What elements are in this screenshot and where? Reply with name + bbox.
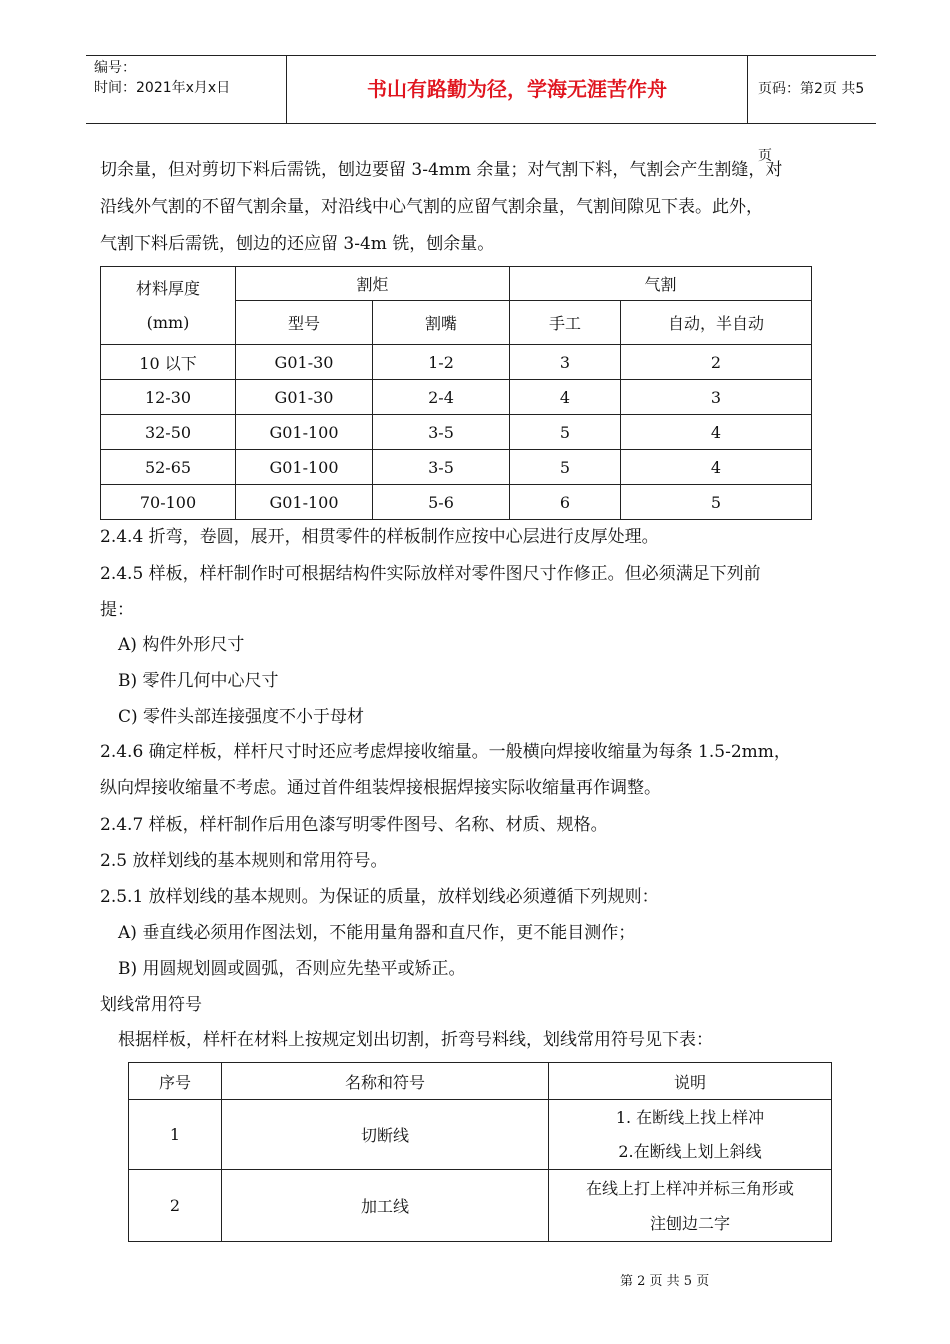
- desc-line: 注刨边二字: [649, 1213, 730, 1233]
- gas-cut-gap-table: [100, 266, 812, 520]
- cell-manual: 6: [510, 485, 621, 520]
- section-2-5-1: 2.5.1 放样划线的基本规则。为保证的质量，放样划线必须遵循下列规则：: [100, 887, 659, 907]
- cell-model: G01-100: [236, 485, 373, 520]
- table-row: [101, 345, 812, 380]
- page-header: [86, 55, 876, 164]
- cell-nozzle: 3-5: [373, 450, 510, 485]
- paragraph: 气割下料后需铣，刨边的还应留 3-4m 铣，刨余量。: [100, 234, 495, 254]
- cell-no: 2: [129, 1170, 222, 1242]
- section-2-4-5-cont: 提：: [100, 600, 134, 620]
- header-model: 型号: [236, 301, 373, 345]
- table-row: [129, 1100, 832, 1170]
- cell-desc: [549, 1170, 832, 1242]
- cell-manual: 4: [510, 380, 621, 415]
- header-motto: 书山有路勤为径，学海无涯苦作舟: [286, 56, 748, 123]
- section-2-5: 2.5 放样划线的基本规则和常用符号。: [100, 851, 388, 871]
- table-row: [101, 450, 812, 485]
- header-thickness-unit: (mm): [146, 312, 190, 332]
- cell-model: G01-100: [236, 415, 373, 450]
- marking-symbol-table: [128, 1062, 832, 1242]
- table-row: [101, 485, 812, 520]
- header-gas-cut: 气割: [510, 267, 812, 301]
- cell-desc: [549, 1100, 832, 1170]
- cell-nozzle: 2-4: [373, 380, 510, 415]
- cell-no: 1: [129, 1100, 222, 1170]
- header-torch: 割炬: [236, 267, 510, 301]
- header-meta: [86, 56, 286, 123]
- cell-name: 切断线: [222, 1100, 549, 1170]
- cell-auto: 4: [621, 450, 812, 485]
- cell-model: G01-30: [236, 380, 373, 415]
- cell-manual: 5: [510, 415, 621, 450]
- cell-auto: 2: [621, 345, 812, 380]
- desc-line: 在线上打上样冲并标三角形或: [585, 1178, 794, 1198]
- cell-thickness: 32-50: [101, 415, 236, 450]
- cell-manual: 5: [510, 450, 621, 485]
- header-page-info: 页码：第2页 共5页: [758, 81, 865, 164]
- cell-name: 加工线: [222, 1170, 549, 1242]
- header-auto: 自动，半自动: [621, 301, 812, 345]
- desc-line: 1. 在断线上找上样冲: [615, 1107, 765, 1127]
- time-label: 时间：2021年x月x日: [94, 80, 231, 96]
- header-desc: 说明: [549, 1063, 832, 1100]
- header-name: 名称和符号: [222, 1063, 549, 1100]
- section-2-4-7: 2.4.7 样板，样杆制作后用色漆写明零件图号、名称、材质、规格。: [100, 815, 608, 835]
- header-thickness: [101, 267, 236, 345]
- cell-auto: 4: [621, 415, 812, 450]
- section-2-4-6-cont: 纵向焊接收缩量不考虑。通过首件组装焊接根据焊接实际收缩量再作调整。: [100, 778, 661, 798]
- cell-thickness: 70-100: [101, 485, 236, 520]
- list-item: C) 零件头部连接强度不小于母材: [118, 707, 365, 727]
- list-item: A) 构件外形尺寸: [118, 635, 245, 655]
- sub-title: 划线常用符号: [100, 995, 202, 1015]
- list-item: B) 零件几何中心尺寸: [118, 671, 279, 691]
- section-2-4-5: 2.4.5 样板，样杆制作时可根据结构件实际放样对零件图尺寸作修正。但必须满足下列前: [100, 564, 761, 584]
- cell-manual: 3: [510, 345, 621, 380]
- list-item: A) 垂直线必须用作图法划，不能用量角器和直尺作，更不能目测作；: [118, 923, 636, 943]
- paragraph: 根据样板，样杆在材料上按规定划出切割，折弯号料线，划线常用符号见下表：: [118, 1030, 713, 1050]
- cell-auto: 3: [621, 380, 812, 415]
- header-no: 序号: [129, 1063, 222, 1100]
- cell-auto: 5: [621, 485, 812, 520]
- header-manual: 手工: [510, 301, 621, 345]
- number-label: 编号：: [94, 60, 136, 76]
- desc-line: 2.在断线上划上斜线: [618, 1141, 762, 1161]
- section-2-4-4: 2.4.4 折弯，卷圆，展开，相贯零件的样板制作应按中心层进行皮厚处理。: [100, 527, 659, 547]
- list-item: B) 用圆规划圆或圆弧，否则应先垫平或矫正。: [118, 959, 466, 979]
- cell-model: G01-100: [236, 450, 373, 485]
- page-footer: 第 2 页 共 5 页: [620, 1274, 710, 1289]
- cell-thickness: 10 以下: [101, 345, 236, 380]
- cell-model: G01-30: [236, 345, 373, 380]
- cell-nozzle: 1-2: [373, 345, 510, 380]
- cell-thickness: 12-30: [101, 380, 236, 415]
- cell-nozzle: 5-6: [373, 485, 510, 520]
- cell-thickness: 52-65: [101, 450, 236, 485]
- paragraph: 沿线外气割的不留气割余量，对沿线中心气割的应留气割余量，气割间隙见下表。此外，: [100, 197, 763, 217]
- table-row: [101, 415, 812, 450]
- table-row: [129, 1170, 832, 1242]
- header-thickness-label: 材料厚度: [135, 278, 200, 298]
- table-row: [101, 380, 812, 415]
- paragraph: 切余量，但对剪切下料后需铣，刨边要留 3-4mm 余量；对气割下料，气割会产生割缝，对: [100, 160, 783, 180]
- header-nozzle: 割嘴: [373, 301, 510, 345]
- cell-nozzle: 3-5: [373, 415, 510, 450]
- section-2-4-6: 2.4.6 确定样板，样杆尺寸时还应考虑焊接收缩量。一般横向焊接收缩量为每条 1.5-2mm，: [100, 742, 791, 762]
